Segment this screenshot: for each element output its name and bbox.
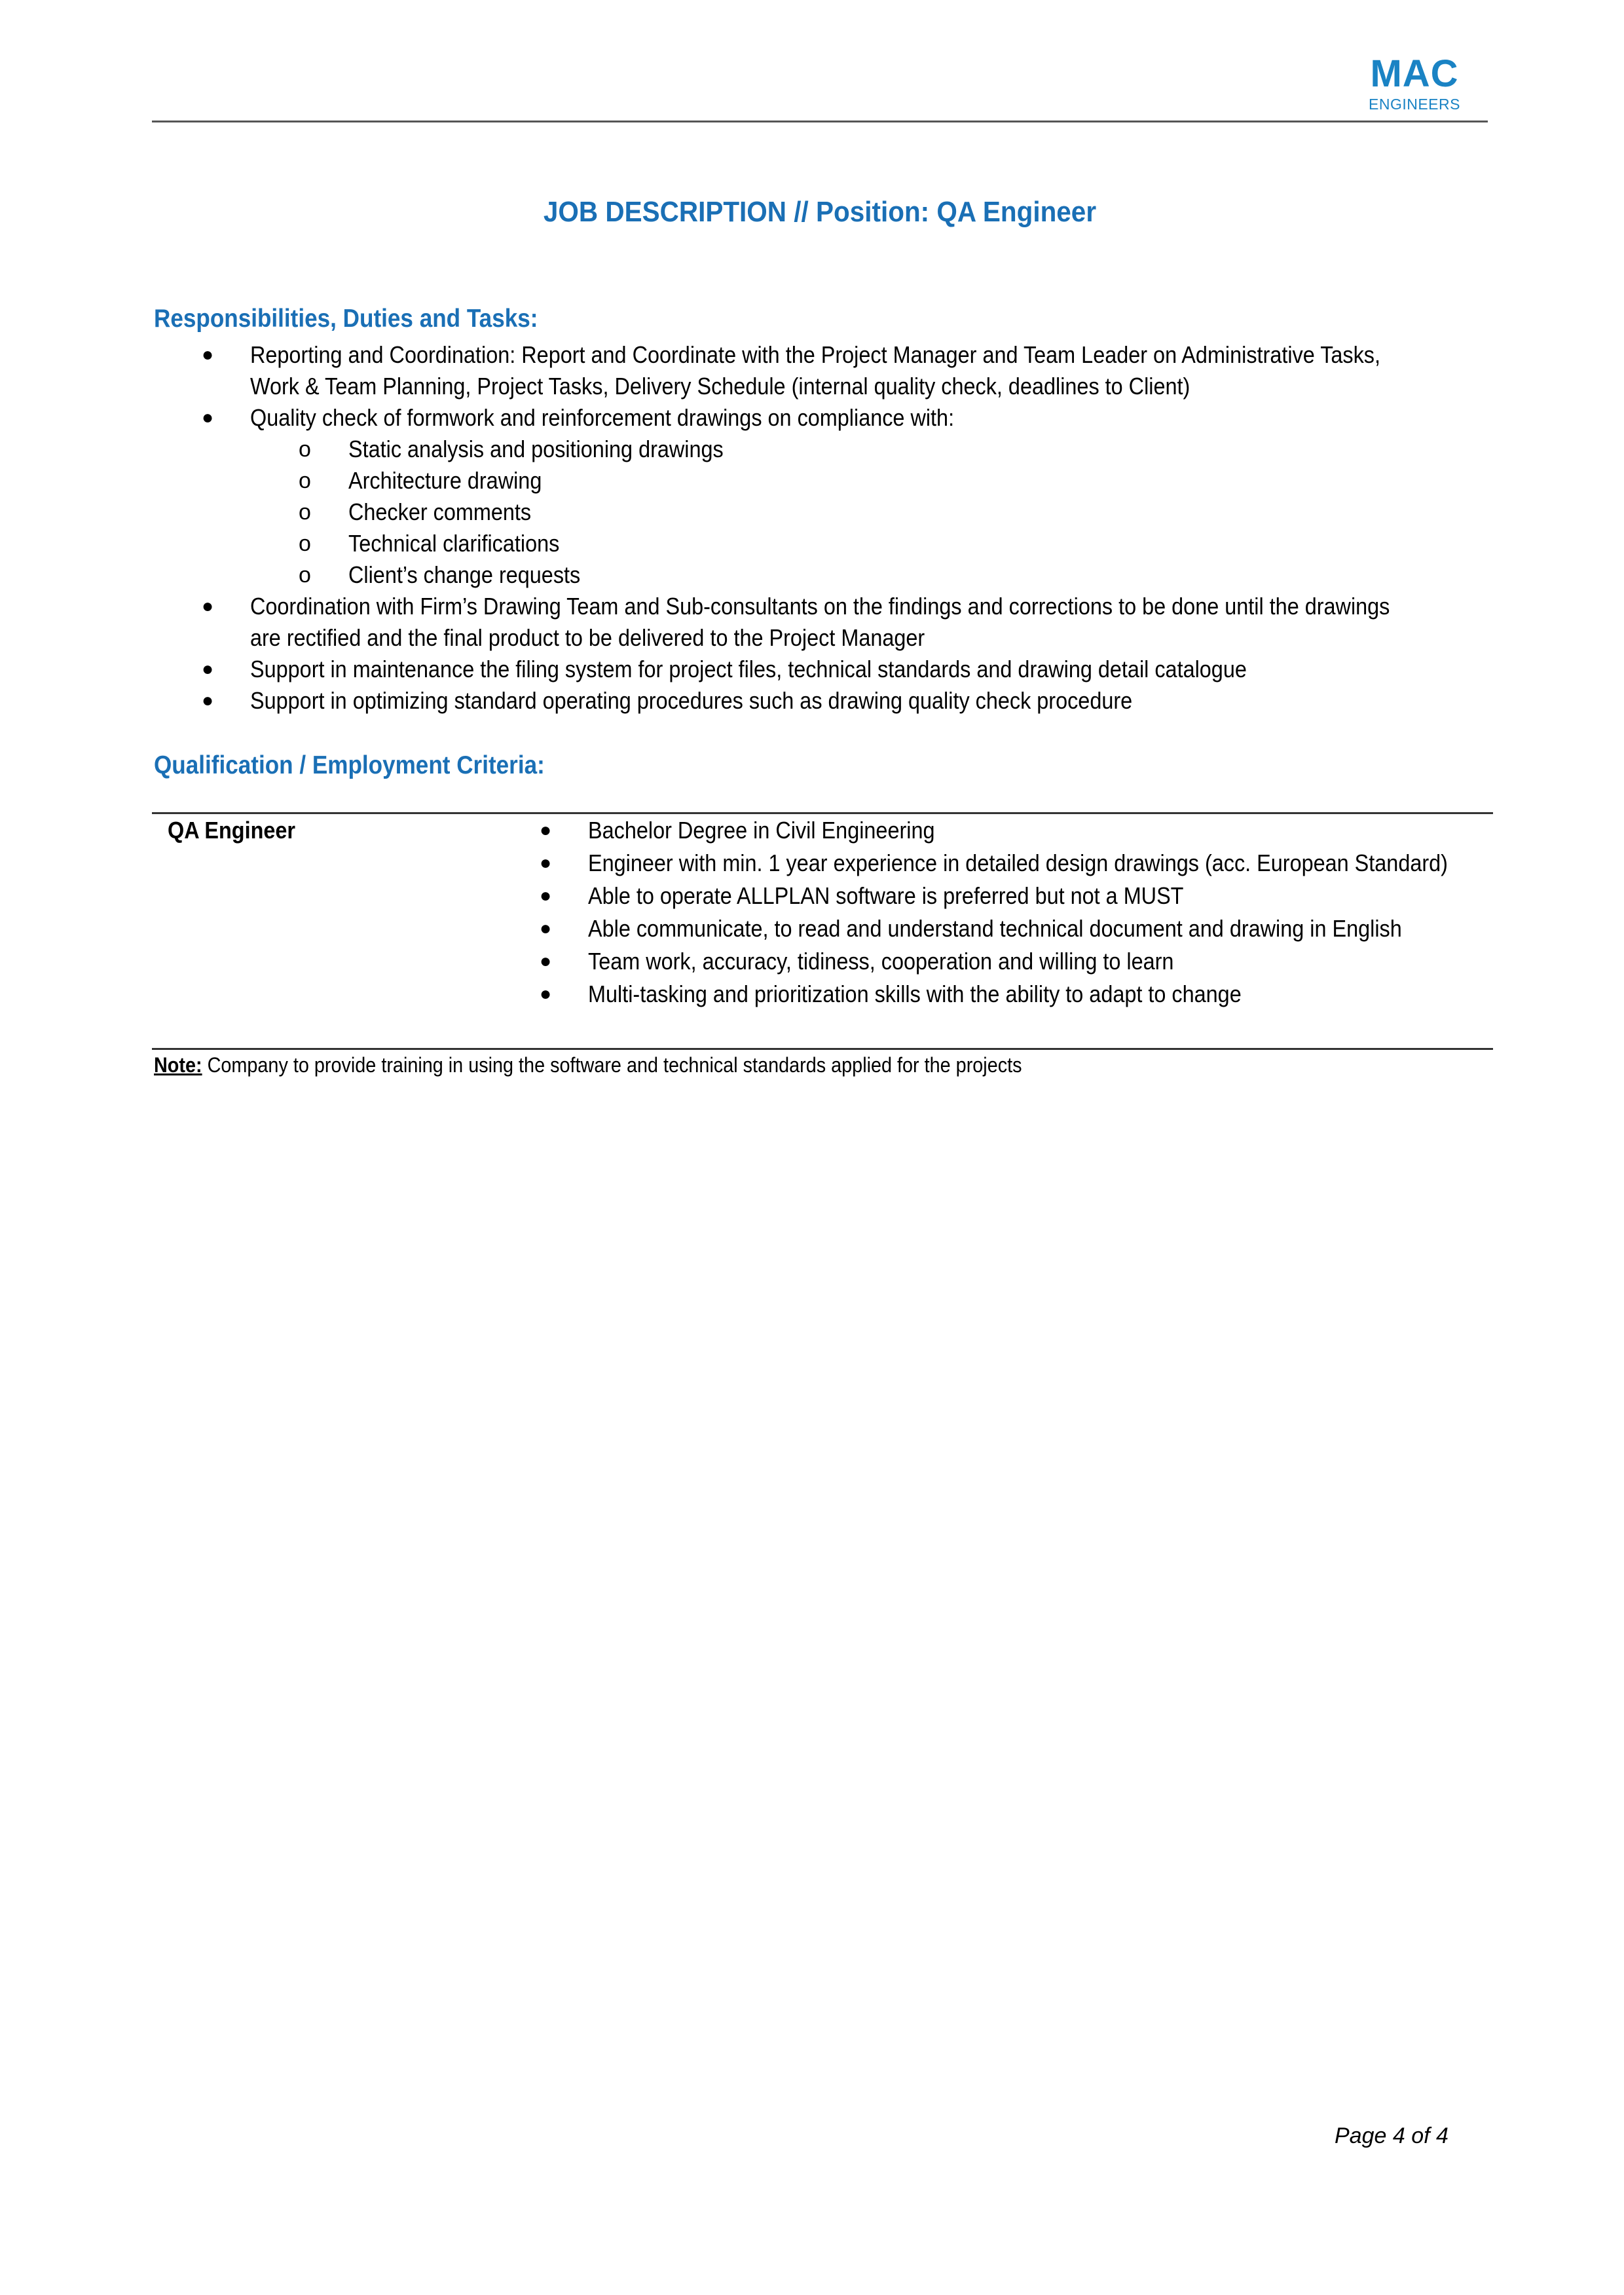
list-item (152, 339, 1488, 402)
sub-list-item (152, 465, 1488, 496)
bullet-icon: ● (202, 595, 214, 617)
table-top-border (152, 812, 1493, 814)
table-bottom-border (152, 1048, 1493, 1050)
criteria-item (0, 880, 1624, 912)
note (154, 1052, 1022, 1078)
position-label: QA Engineer (168, 817, 296, 844)
bullet-icon: ● (540, 885, 552, 906)
criteria-text: Multi-tasking and prioritization skills with the ability to adapt to change (588, 980, 1242, 1007)
bullet-icon: ● (202, 344, 214, 365)
list-item-text: Support in optimizing standard operating procedures such as drawing quality check procedure (250, 687, 1133, 714)
criteria-item (0, 946, 1624, 977)
logo-subtitle: ENGINEERS (1369, 96, 1460, 113)
header-divider (152, 121, 1488, 122)
sub-list-item (152, 559, 1488, 591)
logo-name: MAC (1370, 52, 1459, 95)
page-number: Page 4 of 4 (1335, 2123, 1449, 2148)
company-logo (1367, 52, 1462, 113)
criteria-item (0, 848, 1624, 879)
circle-bullet-icon: o (299, 500, 311, 525)
bullet-icon: ● (540, 983, 552, 1005)
document-title: JOB DESCRIPTION // Position: QA Engineer (543, 196, 1097, 228)
list-item-text: Reporting and Coordination: Report and Coordinate with the Project Manager and Team Leader on Administrative Tasks, (250, 341, 1381, 368)
list-item-text: are rectified and the final product to be delivered to the Project Manager (250, 624, 925, 651)
sub-list-item (152, 434, 1488, 465)
criteria-text: Bachelor Degree in Civil Engineering (588, 817, 935, 844)
sub-list-item (152, 528, 1488, 559)
list-item-text: Quality check of formwork and reinforcement drawings on compliance with: (250, 404, 955, 431)
sub-list-item-text: Client’s change requests (348, 561, 581, 588)
criteria-item (0, 979, 1624, 1010)
sub-list-item-text: Technical clarifications (348, 530, 560, 557)
bullet-icon: ● (202, 407, 214, 428)
bullet-icon: ● (540, 852, 552, 874)
circle-bullet-icon: o (299, 468, 311, 493)
bullet-icon: ● (540, 950, 552, 972)
responsibilities-list (152, 339, 1488, 717)
list-item-text: Coordination with Firm’s Drawing Team and Sub-consultants on the findings and corrections to be done until the drawings (250, 593, 1390, 620)
criteria-text: Able to operate ALLPLAN software is preferred but not a MUST (588, 882, 1184, 909)
sub-list-item-text: Architecture drawing (348, 467, 542, 494)
list-item (152, 402, 1488, 591)
criteria-text: Team work, accuracy, tidiness, cooperation and willing to learn (588, 948, 1174, 975)
criteria-item (0, 815, 1624, 846)
list-item-text: Support in maintenance the filing system for project files, technical standards and drawing detail catalogue (250, 656, 1247, 682)
criteria-item (0, 913, 1624, 944)
criteria-text: Able communicate, to read and understand technical document and drawing in English (588, 915, 1402, 942)
circle-bullet-icon: o (299, 437, 311, 462)
bullet-icon: ● (540, 918, 552, 939)
compliance-sublist (152, 434, 1488, 591)
list-item (152, 654, 1488, 685)
list-item-text: Work & Team Planning, Project Tasks, Delivery Schedule (internal quality check, deadlines to Client) (250, 373, 1190, 400)
bullet-icon: ● (540, 819, 552, 841)
sub-list-item (152, 496, 1488, 528)
bullet-icon: ● (202, 690, 214, 711)
list-item (152, 591, 1488, 654)
circle-bullet-icon: o (299, 531, 311, 556)
sub-list-item-text: Static analysis and positioning drawings (348, 436, 724, 462)
note-text: Company to provide training in using the software and technical standards applied for the projects (202, 1053, 1022, 1077)
note-label: Note: (154, 1053, 202, 1077)
qualification-heading: Qualification / Employment Criteria: (154, 751, 545, 779)
criteria-text: Engineer with min. 1 year experience in detailed design drawings (acc. European Standard) (588, 849, 1448, 876)
circle-bullet-icon: o (299, 563, 311, 588)
sub-list-item-text: Checker comments (348, 498, 532, 525)
list-item (152, 685, 1488, 717)
bullet-icon: ● (202, 658, 214, 680)
criteria-list (0, 815, 1624, 1011)
responsibilities-heading: Responsibilities, Duties and Tasks: (154, 305, 538, 333)
